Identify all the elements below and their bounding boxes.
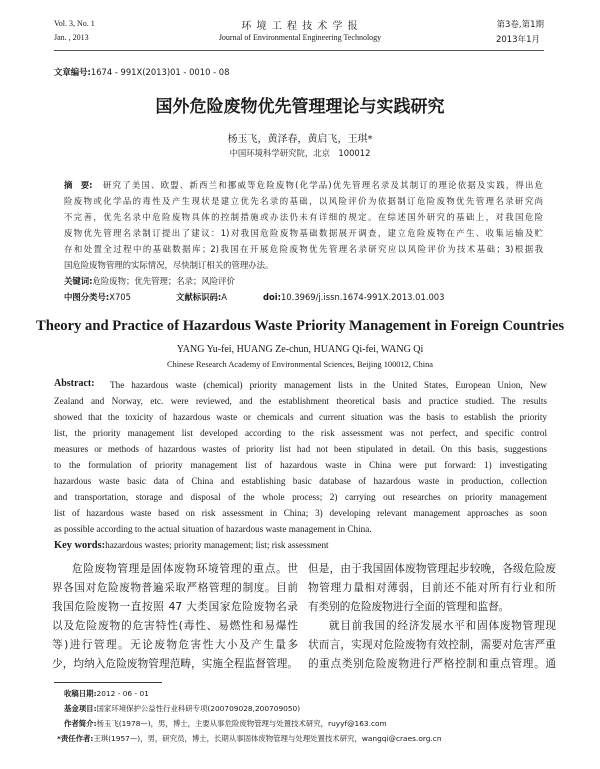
body-line: 但是，由于我国固体废物管理起步较晚，各级危险废: [308, 563, 556, 575]
abstract-en-label: Abstract:: [54, 378, 95, 389]
abstract-en-line: to the formulation of priority management list of hazardous waste in China were put forward: 1) investigating: [54, 460, 547, 470]
volume-en: Vol. 3, No. 1: [54, 19, 95, 28]
doi: doi:10.3969/j.issn.1674-991X.2013.01.003: [263, 292, 445, 302]
document-code: 文献标识码:A: [176, 292, 227, 302]
volume-cn: 第3卷,第1期: [496, 20, 544, 30]
affiliation-cn: 中国环境科学研究院，北京 100012: [229, 148, 371, 158]
body-line: 就目前我国的经济发展水平和固体废物管理现: [329, 620, 556, 632]
body-line: 危险废物管理是固体废物环境管理的重点。世: [72, 563, 298, 575]
date-cn: 2013年1月: [495, 35, 540, 45]
footnote-author-bio: 作者简介:杨玉飞(1978—)，男，博士，主要从事危险废物管理与处置技术研究，ruyyf@163.com: [64, 719, 387, 728]
authors-en: YANG Yu-fei, HUANG Ze-chun, HUANG Qi-fei, WANG Qi: [176, 344, 424, 355]
abstract-cn-line: 废物优先管理名录制订提出了建议：1)对我国危险废物基础数据展开调查，建立危险废物在产生、收集运输及贮: [64, 228, 543, 238]
abstract-cn-line: 存和处置全过程中的基础数据库；2)我国在开展危险废物优先管理名录研究应以风险评价为技术基础；3)根据我: [64, 244, 543, 254]
footnote-corresponding-author: *责任作者:王琪(1957—)，男，研究员，博士，长期从事固体废物管理与处理处置技术研究，wangqi@craes.org.cn: [57, 734, 442, 743]
abstract-en-line: and transportation, storage and disposal of the whole process; 2) carrying out researches on priority management: [54, 492, 547, 502]
body-line: 等)进行管理。无论废物危害性大小及产生量多: [52, 639, 298, 651]
body-line: 少，均纳入危险废物管理范畴，实施全程监督管理。: [52, 658, 298, 670]
article-number: [54, 67, 229, 78]
body-line: 状而言，实现对危险废物有效控制，需要对危害严重: [308, 639, 556, 651]
abstract-en-line: Zealand and Norway, etc. were reviewed, and the establishment theoretical basis and practice studied. The results: [54, 396, 547, 406]
article-number-label: 文章编号:: [54, 67, 91, 77]
body-line: 以及危险废物的危害特性(毒性、易燃性和易爆性: [52, 620, 298, 632]
journal-title-cn: 环 境 工 程 技 术 学 报: [241, 21, 359, 32]
abstract-cn-line: 研究了美国、欧盟、新西兰和挪威等危险废物(化学品)优先管理名录及其制订的理论依据及实践，得出危: [103, 180, 543, 190]
classification-cn: 中图分类号:X705: [64, 292, 131, 302]
body-line: 物管理力量相对薄弱，目前还不能对所有行业和所: [308, 582, 556, 594]
abstract-en-line: list of hazardous waste based on risk assessment in China; 3) developing relevant management approaches as soon: [54, 508, 547, 518]
body-line: 我国危险废物一直按照 47 大类国家危险废物名录: [52, 601, 298, 613]
journal-title-en: Journal of Environmental Engineering Technology: [218, 33, 382, 42]
abstract-en-line: hazardous waste basic data of China and establishing basic database of hazardous waste in production, collection: [54, 476, 547, 486]
title-cn: 国外危险废物优先管理理论与实践研究: [155, 97, 445, 117]
header-rule: [54, 50, 544, 51]
abstract-en-line: measures or methods of hazardous wastes of priority list had not been stipulated in detail. On this basis, suggestions: [54, 444, 547, 454]
abstract-cn-label: 摘 要:: [64, 180, 93, 190]
abstract-en-line: The hazardous waste (chemical) priority management lists in the United States, European Union, New: [110, 380, 547, 390]
abstract-cn-line: 国危险废物管理的实际情况，尽快制订相关的管理办法。: [64, 260, 274, 270]
affiliation-en: Chinese Research Academy of Environmental Sciences, Beijing 100012, China: [166, 360, 434, 369]
abstract-en-line: showed that the toxicity of hazardous waste or chemicals and current situation was the basis to establish the priority: [54, 412, 547, 422]
keywords-cn: 关键词:危险废物；优先管理；名录；风险评价: [64, 276, 235, 286]
keywords-en: Key words:hazardous wastes; priority management; list; risk assessment: [54, 540, 329, 551]
abstract-en-line: list, the priority management list developed according to the risk assessment was not perfect, and specific control: [54, 428, 547, 438]
date-en: Jan. , 2013: [54, 33, 89, 42]
article-number-value: 1674 - 991X(2013)01 - 0010 - 08: [90, 67, 230, 77]
abstract-cn-line: 险废物或化学品的毒性及产生现状是建立优先名录的基础，以风险评价为依据制订危险废物优先管理名录研究尚: [64, 196, 543, 206]
abstract-cn-line: 不完善，优先名录中危险废物具体的控制措施或办法仍未有详细的规定。在综述国外研究的基础上，对我国危险: [64, 212, 543, 222]
authors-cn: 杨玉飞，黄泽春，黄启飞，王琪*: [227, 134, 373, 145]
body-line: 有类别的危险废物进行全面的管理和监督。: [308, 601, 510, 613]
body-line: 界各国对危险废物普遍采取严格管理的制度。目前: [52, 582, 298, 594]
abstract-en-line: as possible according to the actual situation of hazardous waste management in China.: [54, 524, 372, 534]
footnote-received: 收稿日期:2012 - 06 - 01: [64, 689, 149, 698]
footnote-rule: [54, 682, 162, 683]
body-line: 的重点类别危险废物进行严格控制和重点管理。通: [308, 658, 556, 670]
footnote-funding: 基金项目:国家环境保护公益性行业科研专项(200709028,200709050): [64, 704, 301, 713]
title-en: Theory and Practice of Hazardous Waste Priority Management in Foreign Countries: [35, 318, 564, 334]
